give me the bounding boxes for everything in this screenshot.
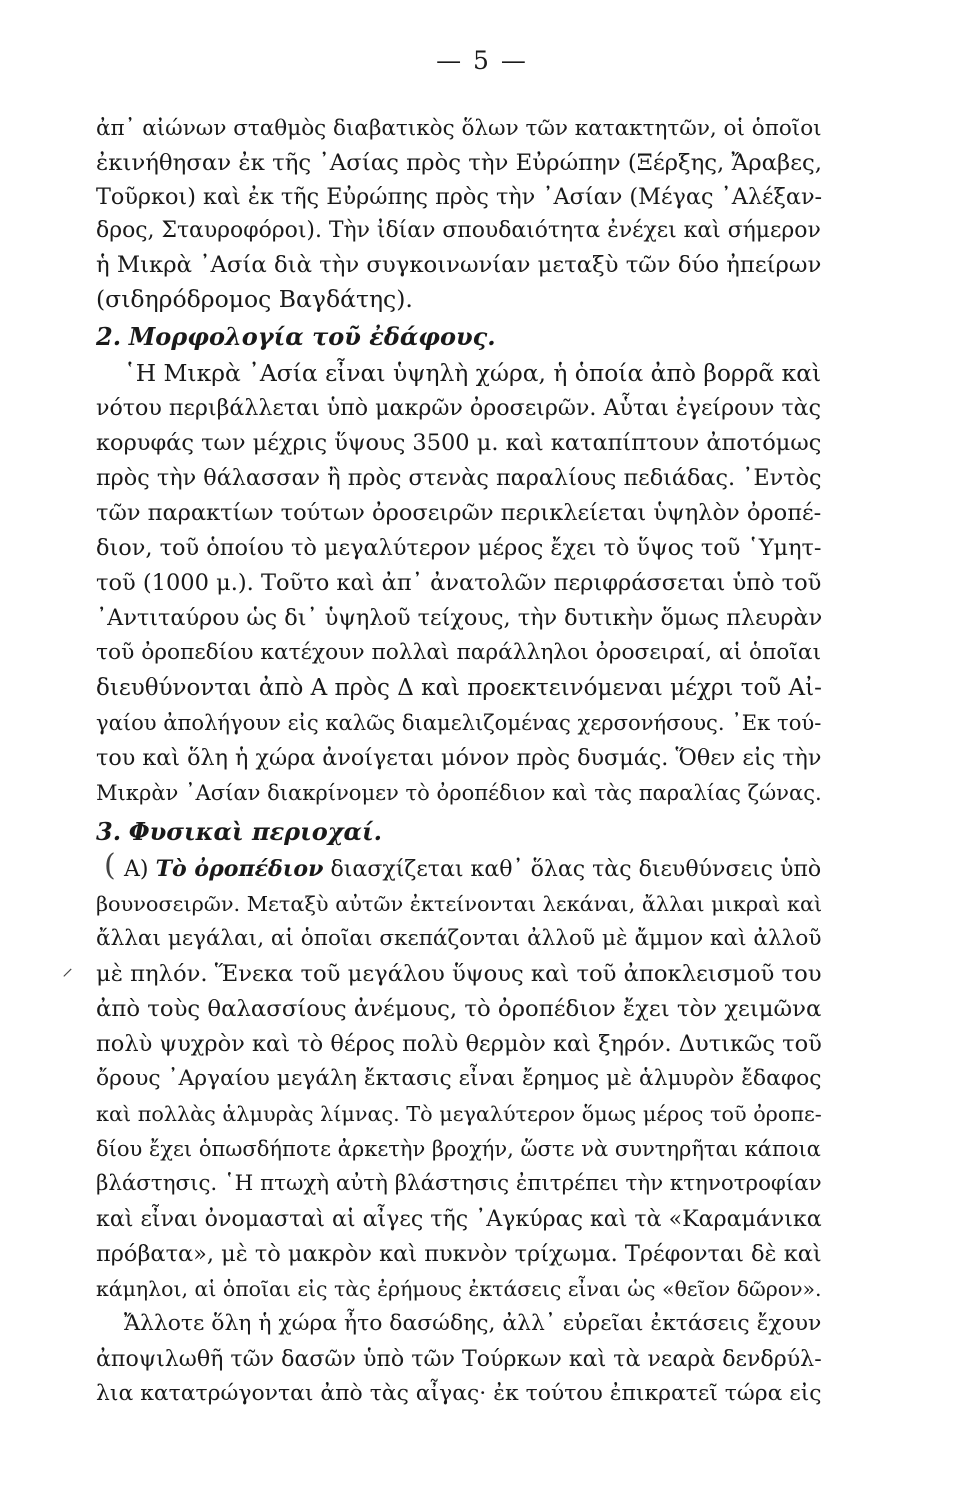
text-line: λια κατατρώγονται ἀπὸ τὰς αἶγας· ἐκ τούτου ἐπικρατεῖ τώρα εἰς bbox=[96, 1381, 822, 1406]
subsection-text: διασχίζεται καθ᾿ ὅλας τὰς διευθύνσεις ὑπὸ bbox=[330, 857, 822, 882]
text-line: δρος, Σταυροφόροι). Τὴν ἰδίαν σπουδαιότητα ἐνέχει καὶ σήμερον bbox=[96, 218, 821, 243]
text-line: ἄλλαι μεγάλαι, αἱ ὁποῖαι σκεπάζονται ἀλλοῦ μὲ ἄμμον καὶ ἀλλοῦ bbox=[96, 926, 822, 951]
text-line: διευθύνονται ἀπὸ Α πρὸς Δ καὶ προεκτεινόμεναι μέχρι τοῦ Αἰ- bbox=[96, 675, 822, 701]
section-title: Μορφολογία τοῦ ἐδάφους. bbox=[128, 322, 496, 351]
text-line: ῾Η Μικρὰ ᾿Ασία εἶναι ὑψηλὴ χώρα, ἡ ὁποία ἀπὸ βορρᾶ καὶ bbox=[124, 359, 822, 387]
text-line: ἀπ᾿ αἰώνων σταθμὸς διαβατικὸς ὅλων τῶν κατακτητῶν, οἱ ὁποῖοι bbox=[96, 116, 822, 141]
section-number: 3. bbox=[96, 817, 122, 846]
text-line: ἡ Μικρὰ ᾿Ασία διὰ τὴν συγκοινωνίαν μεταξὺ τῶν δύο ἠπείρων bbox=[96, 252, 822, 278]
text-line: βλάστησις. ῾Η πτωχὴ αὐτὴ βλάστησις ἐπιτρέπει τὴν κτηνοτροφίαν bbox=[96, 1171, 822, 1196]
text-line: ᾿Αντιταύρου ὡς δι᾿ ὑψηλοῦ τείχους, τὴν δυτικὴν ὅμως πλευρὰν bbox=[96, 605, 823, 631]
page-number: — 5 — bbox=[436, 46, 528, 75]
section-title: Φυσικαὶ περιοχαί. bbox=[128, 817, 382, 846]
subsection-title: Τὸ ὀροπέδιον bbox=[155, 856, 324, 882]
text-line: κορυφάς των μέχρις ὕψους 3500 μ. καὶ καταπίπτουν ἀποτόμως bbox=[96, 430, 822, 456]
subsection-prefix: Α) bbox=[124, 857, 149, 882]
text-line: γαίου ἀπολήγουν εἰς καλῶς διαμελιζομένας χερσονήσους. ᾿Εκ τού- bbox=[96, 710, 822, 735]
text-line: καὶ πολλὰς ἁλμυρὰς λίμνας. Τὸ μεγαλύτερον ὅμως μέρος τοῦ ὀροπε- bbox=[96, 1102, 822, 1126]
margin-tick-mark: ⸝ bbox=[62, 956, 74, 981]
text-line: (σιδηρόδρομος Βαγδάτης). bbox=[96, 285, 413, 313]
text-line: δίου ἔχει ὁπωσδήποτε ἀρκετὴν βροχήν, ὥστε νὰ συντηρῆται κάποια bbox=[96, 1136, 821, 1161]
text-line: ὄρους ᾿Αργαίου μεγάλη ἔκτασις εἶναι ἔρημος μὲ ἁλμυρὸν ἔδαφος bbox=[96, 1066, 822, 1091]
text-line: Μικρὰν ᾿Ασίαν διακρίνομεν τὸ ὀροπέδιον καὶ τὰς παραλίας ζώνας. bbox=[96, 780, 822, 805]
text-line: ἐκινήθησαν ἐκ τῆς ᾿Ασίας πρὸς τὴν Εὐρώπην (Ξέρξης, Ἄραβες, bbox=[96, 150, 823, 176]
subsection-line bbox=[124, 852, 822, 886]
text-line: τοῦ (1000 μ.). Τοῦτο καὶ ἀπ᾿ ἀνατολῶν περιφράσσεται ὑπὸ τοῦ bbox=[96, 570, 822, 596]
text-line: πρόβατα», μὲ τὸ μακρὸν καὶ πυκνὸν τρίχωμα. Τρέφονται δὲ καὶ bbox=[96, 1241, 822, 1267]
section-number: 2. bbox=[96, 322, 122, 351]
section-heading bbox=[96, 815, 822, 849]
text-line: Τοῦρκοι) καὶ ἐκ τῆς Εὐρώπης πρὸς τὴν ᾿Ασίαν (Μέγας ᾿Αλέξαν- bbox=[96, 184, 823, 210]
text-line: ἀπὸ τοὺς θαλασσίους ἀνέμους, τὸ ὀροπέδιον ἔχει τὸν χειμῶνα bbox=[96, 996, 822, 1022]
text-line: βουνοσειρῶν. Μεταξὺ αὐτῶν ἐκτείνονται λεκάναι, ἄλλαι μικραὶ καὶ bbox=[96, 892, 823, 916]
text-line: διον, τοῦ ὁποίου τὸ μεγαλύτερον μέρος ἔχει τὸ ὕψος τοῦ ῾Υμητ- bbox=[96, 535, 822, 561]
text-line: ἀποψιλωθῆ τῶν δασῶν ὑπὸ τῶν Τούρκων καὶ τὰ νεαρὰ δενδρύλ- bbox=[96, 1346, 822, 1372]
text-line: Ἄλλοτε ὅλη ἡ χώρα ἦτο δασώδης, ἀλλ᾿ εὐρεῖαι ἐκτάσεις ἔχουν bbox=[124, 1311, 822, 1336]
section-heading bbox=[96, 320, 822, 354]
margin-bracket-mark: ( bbox=[104, 848, 116, 883]
text-line: κάμηλοι, αἱ ὁποῖαι εἰς τὰς ἐρήμους ἐκτάσεις εἶναι ὡς «θεῖον δῶρον». bbox=[96, 1277, 822, 1301]
text-line: μὲ πηλόν. Ἕνεκα τοῦ μεγάλου ὕψους καὶ τοῦ ἀποκλεισμοῦ του bbox=[96, 961, 822, 987]
text-line: τῶν παρακτίων τούτων ὀροσειρῶν περικλείεται ὑψηλὸν ὀροπέ- bbox=[96, 500, 822, 526]
text-line: πολὺ ψυχρὸν καὶ τὸ θέρος πολὺ θερμὸν καὶ ξηρόν. Δυτικῶς τοῦ bbox=[96, 1031, 822, 1057]
text-line: τοῦ ὀροπεδίου κατέχουν πολλαὶ παράλληλοι ὀροσειραί, αἱ ὁποῖαι bbox=[96, 640, 822, 665]
text-line: του καὶ ὅλη ἡ χώρα ἀνοίγεται μόνον πρὸς δυσμάς. Ὅθεν εἰς τὴν bbox=[96, 745, 822, 771]
text-line: νότου περιβάλλεται ὑπὸ μακρῶν ὀροσειρῶν. Αὗται ἐγείρουν τὰς bbox=[96, 395, 821, 421]
text-line: πρὸς τὴν θάλασσαν ἢ πρὸς στενὰς παραλίους πεδιάδας. ᾿Εντὸς bbox=[96, 465, 822, 491]
text-line: καὶ εἶναι ὀνομασταὶ αἱ αἶγες τῆς ᾿Αγκύρας καὶ τὰ «Καραμάνικα bbox=[96, 1206, 822, 1232]
